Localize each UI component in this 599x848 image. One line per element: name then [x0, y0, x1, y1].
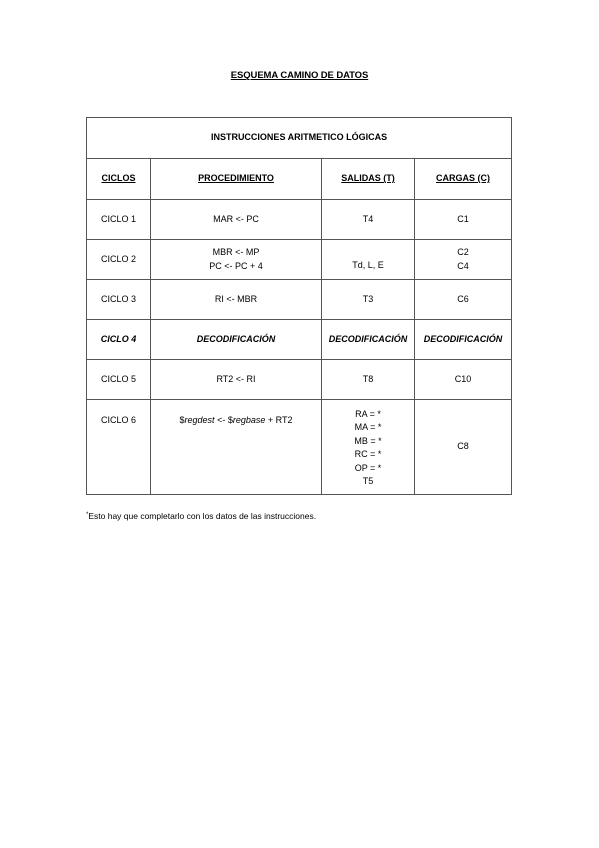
header-salidas: SALIDAS (T): [322, 159, 415, 200]
cell-cargas: C8: [415, 400, 512, 495]
carga-line: C4: [457, 260, 469, 271]
datapath-table: [86, 117, 512, 495]
cell-procedimiento: RT2 <- RI: [151, 360, 322, 400]
cell-ciclo: CICLO 1: [87, 200, 151, 240]
cell-salidas: Td, L, E: [322, 240, 415, 280]
cell-cargas: C1: [415, 200, 512, 240]
salida-line: MA = *: [354, 422, 382, 432]
table-row: [87, 360, 512, 400]
proc-part: + RT2: [265, 415, 293, 425]
proc-part: $: [179, 415, 185, 425]
cell-cargas: C10: [415, 360, 512, 400]
cell-salidas: T8: [322, 360, 415, 400]
cell-ciclo: CICLO 2: [87, 240, 151, 280]
cell-procedimiento: [151, 240, 322, 280]
cell-salidas: T3: [322, 280, 415, 320]
proc-var-regdest: regdest: [184, 415, 215, 425]
salida-line: OP = *: [354, 462, 382, 473]
table-row: [87, 240, 512, 280]
cell-cargas: DECODIFICACIÓN: [415, 320, 512, 360]
salida-line: T5: [362, 476, 374, 486]
table-caption: INSTRUCCIONES ARITMETICO LÓGICAS: [87, 118, 512, 159]
salida-line: RA = *: [355, 408, 381, 419]
carga-line: C2: [457, 247, 469, 257]
footnote-mark: *: [86, 512, 89, 518]
table-row: [87, 200, 512, 240]
cell-ciclo: CICLO 5: [87, 360, 151, 400]
cell-procedimiento: [151, 400, 322, 495]
cell-cargas: [415, 240, 512, 280]
cell-ciclo: CICLO 3: [87, 280, 151, 320]
proc-part: <- $: [214, 415, 233, 425]
header-procedimiento: PROCEDIMIENTO: [151, 159, 322, 200]
document-title: ESQUEMA CAMINO DE DATOS: [230, 70, 369, 81]
cell-salidas: DECODIFICACIÓN: [322, 320, 415, 360]
cell-procedimiento: RI <- MBR: [151, 280, 322, 320]
cell-ciclo: CICLO 6: [87, 400, 151, 495]
table-row: [87, 280, 512, 320]
procedimiento-line: PC <- PC + 4: [209, 260, 263, 271]
cell-procedimiento: DECODIFICACIÓN: [151, 320, 322, 360]
cell-cargas: C6: [415, 280, 512, 320]
footnote-text: Esto hay que completarlo con los datos de las instrucciones.: [88, 511, 317, 521]
cell-salidas: [322, 400, 415, 495]
cell-ciclo: CICLO 4: [87, 320, 151, 360]
table-row: [87, 400, 512, 495]
cell-procedimiento: MAR <- PC: [151, 200, 322, 240]
table-row: [87, 320, 512, 360]
procedimiento-line: MBR <- MP: [212, 247, 260, 257]
salida-line: RC = *: [354, 449, 382, 459]
proc-var-regbase: regbase: [232, 415, 266, 425]
header-ciclos: CICLOS: [87, 159, 151, 200]
cell-salidas: T4: [322, 200, 415, 240]
footnote: [86, 511, 316, 521]
header-cargas: CARGAS (C): [415, 159, 512, 200]
salida-line: MB = *: [354, 435, 382, 446]
